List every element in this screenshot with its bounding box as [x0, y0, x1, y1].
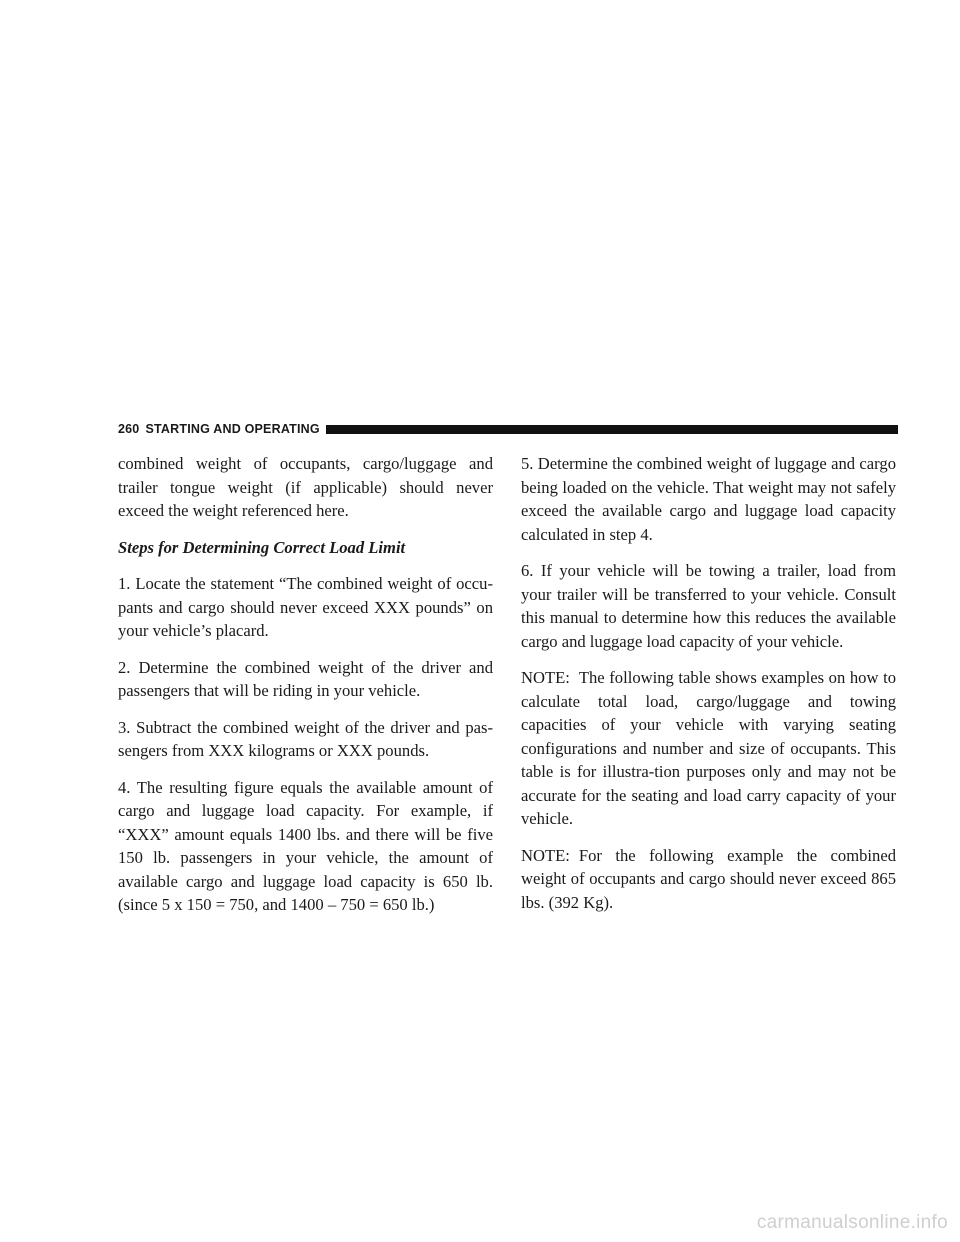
page-header: [118, 420, 898, 438]
note-1-label: NOTE:: [521, 668, 570, 687]
intro-paragraph: combined weight of occupants, cargo/luggage and trailer tongue weight (if applicable) should never exceed the weight referenced here.: [118, 454, 493, 520]
watermark: carmanualsonline.info: [756, 1212, 948, 1233]
page-number: 260: [118, 422, 140, 436]
section-title: STARTING AND OPERATING: [145, 422, 320, 436]
step-1: 1. Locate the statement “The combined weight of occu-pants and cargo should never exceed XXX pounds” on your vehicle’s placard.: [118, 574, 493, 640]
left-column: [118, 452, 493, 930]
steps-heading: Steps for Determining Correct Load Limit: [118, 537, 406, 557]
note-2: [521, 844, 896, 915]
note-2-label: NOTE:: [521, 845, 570, 865]
note-2-text: For the following example the combined weight of occupants and cargo should never exceed 865 lbs. (392 Kg).: [521, 845, 896, 912]
step-3: 3. Subtract the combined weight of the driver and pas-sengers from XXX kilograms or XXX pounds.: [118, 717, 493, 760]
step-2: 2. Determine the combined weight of the driver and passengers that will be riding in your vehicle.: [118, 657, 493, 700]
right-column: [521, 452, 896, 927]
step-4: 4. The resulting figure equals the available amount of cargo and luggage load capacity. For example, if “XXX” amount equals 1400 lbs. and there will be five 150 lb. passengers in your vehicle, the amount of available cargo and luggage load capacity is 650 lb. (since 5 x 150 = 750, and 1400 – 750 = 650 lb.): [118, 777, 493, 914]
step-5: 5. Determine the combined weight of luggage and cargo being loaded on the vehicle. That weight may not safely exceed the available cargo and luggage load capacity calculated in step 4.: [521, 454, 896, 544]
step-6: 6. If your vehicle will be towing a trailer, load from your trailer will be transferred to your vehicle. Consult this manual to determine how this reduces the available cargo and luggage load capacity of your vehicle.: [521, 561, 896, 651]
note-1: [521, 666, 896, 831]
note-1-text: The following table shows examples on how to calculate total load, cargo/luggage and towing capacities of your vehicle with varying seating configurations and number and size of occupants. This table is for illustra-tion purposes only and may not be accurate for the seating and load carry capacity of your vehicle.: [521, 668, 896, 828]
header-rule: [326, 425, 898, 434]
